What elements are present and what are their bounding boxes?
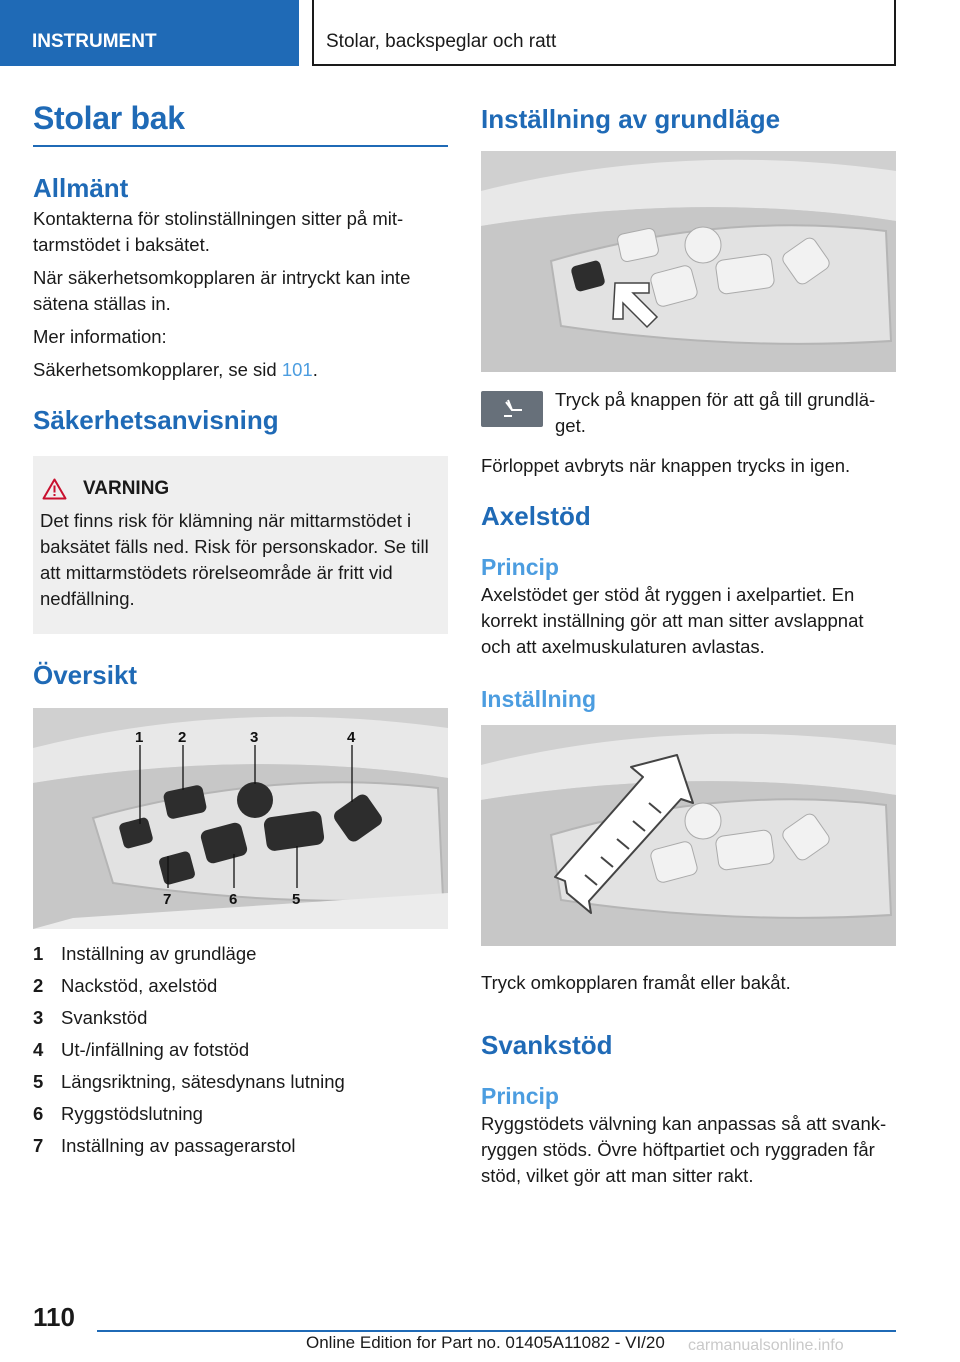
list-item: 4 Ut-/infällning av fotstöd xyxy=(33,1039,250,1060)
list-item: 3 Svankstöd xyxy=(33,1007,148,1028)
callout-5: 5 xyxy=(292,891,301,908)
setting-text: Tryck omkopplaren framåt eller bakåt. xyxy=(481,972,791,993)
heading-safety: Säkerhetsanvisning xyxy=(33,405,279,435)
overview-image xyxy=(33,708,448,929)
basic-setting-text: Tryck på knappen för att gå till grundlä-get. xyxy=(555,389,876,436)
list-item: 6 Ryggstödslutning xyxy=(33,1103,203,1124)
footer-divider xyxy=(97,1330,896,1332)
section-tab xyxy=(0,0,299,66)
basic-setting-text-2: Förloppet avbryts när knappen trycks in igen. xyxy=(481,455,851,476)
chapter-header xyxy=(312,0,896,66)
warning-box xyxy=(33,456,448,634)
footer-edition: Online Edition for Part no. 01405A11082 - VI/20 xyxy=(306,1333,665,1352)
heading-shoulder-support: Axelstöd xyxy=(481,501,591,531)
chapter-label: Stolar, backspeglar och ratt xyxy=(326,31,557,52)
callout-2: 2 xyxy=(178,729,187,746)
page-number: 110 xyxy=(33,1302,75,1332)
heading-general: Allmänt xyxy=(33,173,129,203)
heading-overview: Översikt xyxy=(33,660,138,690)
lumbar-text: Ryggstödets välvning kan anpassas så att svank-ryggen stöds. Övre höftpartiet och ryggraden får stöd, vilket gör att man sitter rakt. xyxy=(481,1113,887,1186)
right-column xyxy=(481,100,896,1189)
paragraph-general-4: Säkerhetsomkopplarer, se sid 101. xyxy=(33,359,318,380)
heading-setting: Inställning xyxy=(481,686,596,712)
paragraph-general-1: Kontakterna för stolinställningen sitter på mit-tarmstödet i baksätet. xyxy=(33,208,404,255)
callout-4: 4 xyxy=(347,729,356,746)
heading-principle-2: Princip xyxy=(481,1083,559,1109)
callout-6: 6 xyxy=(229,891,238,908)
basic-setting-image xyxy=(481,151,896,372)
paragraph-general-3: Mer information: xyxy=(33,326,167,347)
list-item: 1 Inställning av grundläge xyxy=(33,943,257,964)
callout-3: 3 xyxy=(250,729,259,746)
list-item: 7 Inställning av passagerarstol xyxy=(33,1135,296,1156)
warning-label: VARNING xyxy=(83,478,170,499)
heading-principle-1: Princip xyxy=(481,554,559,580)
list-item: 2 Nackstöd, axelstöd xyxy=(33,975,218,996)
heading-basic-setting: Inställning av grundläge xyxy=(481,104,781,134)
warning-header xyxy=(40,478,440,500)
shoulder-setting-image xyxy=(481,725,896,946)
page-title: Stolar bak xyxy=(33,100,448,147)
list-item: 5 Längsriktning, sätesdynans lutning xyxy=(33,1071,345,1092)
callout-1: 1 xyxy=(135,729,144,746)
warning-triangle-icon xyxy=(42,478,67,500)
left-column xyxy=(33,100,448,1162)
paragraph-general-2: När säkerhetsomkopplaren är intryckt kan inte sätena ställas in. xyxy=(33,267,411,314)
overview-list xyxy=(33,938,448,1162)
heading-lumbar-support: Svankstöd xyxy=(481,1030,613,1060)
callout-7: 7 xyxy=(163,891,172,908)
warning-text: Det finns risk för klämning när mittarmstödet i baksätet fälls ned. Risk för personskador. Se till att mittarmstödets rörelseområde är fritt vid nedfällning. xyxy=(40,510,429,609)
shoulder-text: Axelstödet ger stöd åt ryggen i axelpartiet. En korrekt inställning gör att man sitter avslappnat och att axelmuskulaturen avlastas. xyxy=(481,584,864,657)
basic-setting-row xyxy=(481,391,896,439)
watermark: carmanualsonline.info xyxy=(688,1337,844,1354)
section-label: INSTRUMENT xyxy=(32,31,157,52)
page-link-101[interactable]: 101 xyxy=(281,359,313,380)
seat-basic-setting-button-icon xyxy=(481,391,543,427)
